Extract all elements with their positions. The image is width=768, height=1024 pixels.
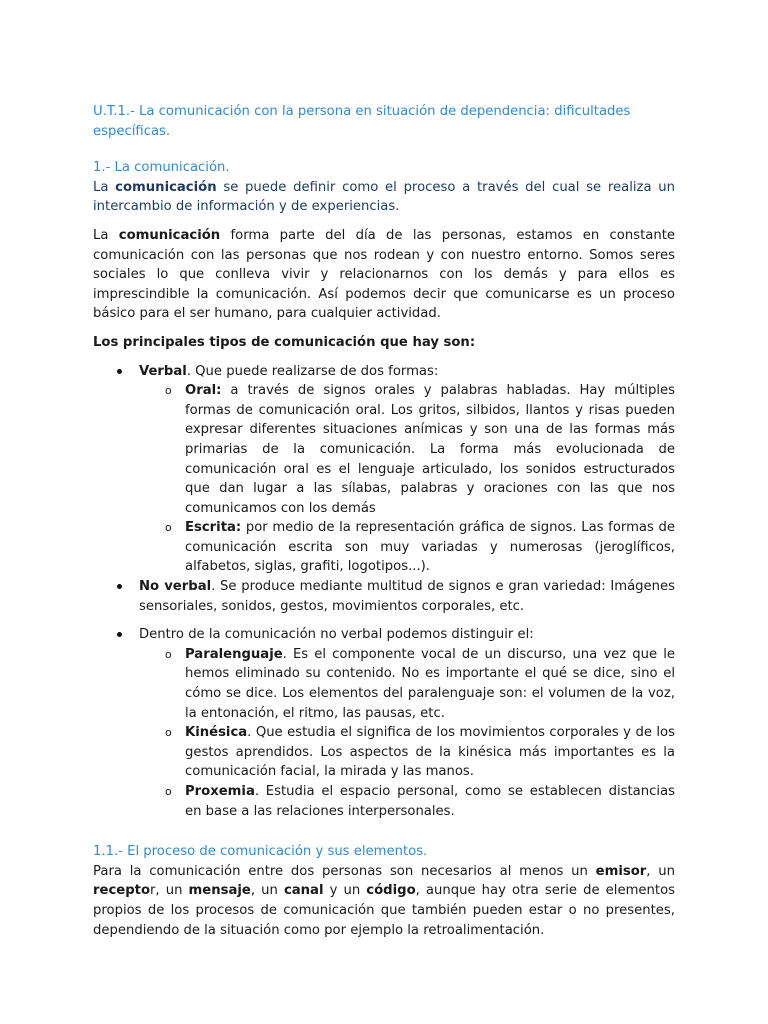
intro-text-a: La [93, 179, 116, 195]
process-paragraph [93, 862, 675, 940]
para2-bold-term: comunicación [118, 227, 221, 243]
term-canal: canal [283, 883, 324, 899]
para2-text-b: forma parte del día de las personas, estamos en constante comunicación con las personas que nos rodean y con nuestro entorno. Somos seres sociales lo que conlleva vivir y relacionarnos con los demás y para ellos es imprescindible la comunicación. Así podemos decir que comunicarse es un proceso básico para el ser humano, para cualquier actividad. [93, 227, 675, 322]
sub-item-paralenguaje [93, 645, 675, 723]
term-receptor: recepto [93, 883, 151, 899]
intro-text-b: se puede definir como el proceso a través del cual se realiza un intercambio de información y de experiencias. [93, 179, 675, 215]
intro-bold-term: comunicación [115, 179, 217, 195]
types-list-2 [93, 577, 675, 645]
escrita-bold: Escrita: [185, 520, 242, 536]
types-list [93, 362, 675, 382]
process-text-2: , un [646, 863, 675, 879]
process-text-1: Para la comunicación entre dos personas son necesarios al menos un [93, 863, 596, 879]
types-heading-text: Los principales tipos de comunicación que hay son: [93, 334, 476, 350]
bullet-no-verbal [93, 577, 675, 616]
intro-paragraph [93, 178, 675, 217]
para2-text-a: La [93, 227, 119, 243]
sub-item-kinesica [93, 723, 675, 782]
no-verbal-sublist [93, 645, 675, 821]
sub-item-proxemia [93, 782, 675, 821]
proxemia-text: . Estudia el espacio personal, como se establecen distancias en base a las relaciones interpersonales. [185, 784, 675, 819]
process-text-5: y un [323, 883, 367, 899]
section-heading-1-1: 1.1.- El proceso de comunicación y sus elementos. [93, 844, 428, 860]
document-title: U.T.1.- La comunicación con la persona en situación de dependencia: dificultades específicas. [93, 104, 631, 139]
bullet-verbal [93, 362, 675, 382]
bullet-dentro [93, 625, 675, 645]
process-text-6: , aunque hay otra serie de elementos propios de los procesos de comunicación que también pueden estar o no presentes, dependiendo de la situación como por ejemplo la retroalimentación. [93, 883, 676, 938]
noverbal-text: . Se produce mediante multitud de signos e gran variedad: Imágenes sensoriales, sonidos, gestos, movimientos corporales, etc. [139, 579, 676, 614]
oral-text: a través de signos orales y palabras habladas. Hay múltiples formas de comunicación oral. Los gritos, silbidos, llantos y risas pueden expresar diferentes situaciones anímicas y son una de las formas más primarias de la comunicación. La forma más evolucionada de comunicación oral es el lenguaje articulado, los sonidos estructurados que dan lugar a las sílabas, palabras y oraciones con las que nos comunicamos con los demás [185, 383, 675, 516]
process-text-3: r, un [150, 883, 189, 899]
sub-item-escrita [93, 518, 675, 577]
verbal-sublist [93, 381, 675, 577]
oral-bold: Oral: [185, 383, 222, 399]
paragraph-2 [93, 226, 675, 324]
paralenguaje-bold: Paralenguaje [185, 646, 283, 662]
proxemia-bold: Proxemia [185, 784, 255, 799]
dentro-text: Dentro de la comunicación no verbal podemos distinguir el: [139, 627, 534, 643]
noverbal-bold: No verbal [139, 579, 212, 595]
kinesica-bold: Kinésica [185, 725, 248, 741]
verbal-bold: Verbal [139, 363, 187, 379]
types-heading [93, 333, 675, 353]
paralenguaje-text: . Es el componente vocal de un discurso, una vez que le hemos eliminado su contenido. No es importante el qué se dice, sino el cómo se dice. Los elementos del paralenguaje son: el volumen de la voz, la entonación, el ritmo, las pausas, etc. [185, 646, 675, 721]
sub-item-oral [93, 381, 675, 518]
term-emisor: emisor [595, 863, 647, 879]
verbal-text: . Que puede realizarse de dos formas: [186, 363, 439, 379]
process-text-4: , un [250, 883, 284, 899]
kinesica-text: . Que estudia el significa de los movimientos corporales y de los gestos aprendidos. Los aspectos de la kinésica más importantes es la comunicación facial, la mirada y las manos. [185, 725, 675, 780]
term-codigo: código [366, 883, 416, 899]
term-mensaje: mensaje [188, 883, 251, 899]
escrita-text: por medio de la representación gráfica de signos. Las formas de comunicación escrita son muy variadas y numerosas (jeroglíficos, alfabetos, siglas, grafiti, logotipos...). [185, 520, 675, 575]
section-heading-1: 1.- La comunicación. [93, 160, 230, 176]
